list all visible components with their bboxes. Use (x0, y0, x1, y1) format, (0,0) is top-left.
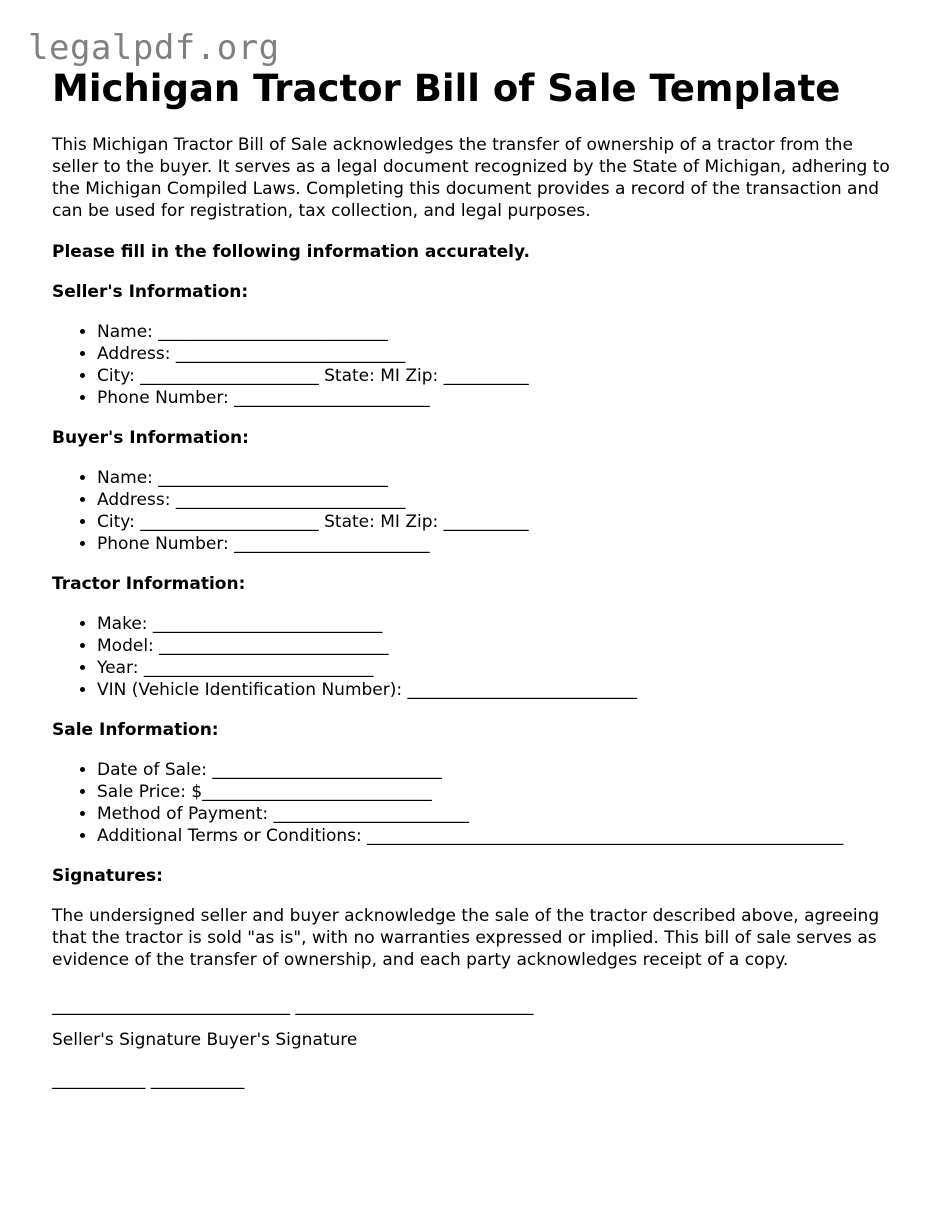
signature-labels: Seller's Signature Buyer's Signature (52, 1030, 358, 1050)
intro-paragraph: This Michigan Tractor Bill of Sale acknowledges the transfer of ownership of a tractor from the seller to the buyer. It serves as a legal document recognized by the State of Michigan, adhering to the Michigan Compiled Laws. Completing this document provides a record of the transaction and can be used for registration, tax collection, and legal purposes. (52, 135, 890, 221)
seller-heading: Seller's Information: (52, 282, 249, 302)
tractor-make-field[interactable]: • Make: ___________________________ (97, 613, 892, 635)
seller-list (52, 321, 892, 409)
signatures-heading: Signatures: (52, 866, 163, 886)
seller-name-field[interactable]: • Name: ___________________________ (97, 321, 892, 343)
buyer-list (52, 467, 892, 555)
tractor-vin-field[interactable]: • VIN (Vehicle Identification Number): ___________________________ (97, 679, 892, 701)
sale-date-field[interactable]: • Date of Sale: ___________________________ (97, 759, 892, 781)
buyer-heading: Buyer's Information: (52, 428, 249, 448)
buyer-address-field[interactable]: • Address: ___________________________ (97, 489, 892, 511)
seller-city-state-zip-field[interactable]: • City: _____________________ State: MI Zip: __________ (97, 365, 892, 387)
seller-address-field[interactable]: • Address: ___________________________ (97, 343, 892, 365)
tractor-year-field[interactable]: • Year: ___________________________ (97, 657, 892, 679)
signatures-paragraph: The undersigned seller and buyer acknowledge the sale of the tractor described above, agreeing that the tractor is sold "as is", with no warranties expressed or implied. This bill of sale serves as evidence of the transfer of ownership, and each party acknowledges receipt of a copy. (52, 906, 880, 970)
tractor-model-field[interactable]: • Model: ___________________________ (97, 635, 892, 657)
document-page (52, 68, 892, 1091)
instruction-text: Please fill in the following information accurately. (52, 242, 530, 262)
tractor-heading: Tractor Information: (52, 574, 246, 594)
sale-heading: Sale Information: (52, 720, 219, 740)
date-lines[interactable]: ___________ ___________ (52, 1070, 245, 1090)
watermark: legalpdf.org (28, 28, 280, 68)
buyer-city-state-zip-field[interactable]: • City: _____________________ State: MI Zip: __________ (97, 511, 892, 533)
sale-price-field[interactable]: • Sale Price: $___________________________ (97, 781, 892, 803)
buyer-phone-field[interactable]: • Phone Number: _______________________ (97, 533, 892, 555)
tractor-list (52, 613, 892, 701)
buyer-name-field[interactable]: • Name: ___________________________ (97, 467, 892, 489)
payment-method-field[interactable]: • Method of Payment: _______________________ (97, 803, 892, 825)
seller-phone-field[interactable]: • Phone Number: _______________________ (97, 387, 892, 409)
signature-lines[interactable]: ____________________________ ____________________________ (52, 996, 534, 1016)
page-title: Michigan Tractor Bill of Sale Template (52, 67, 841, 110)
additional-terms-field[interactable]: • Additional Terms or Conditions: ________________________________________________________ (97, 825, 892, 847)
sale-list (52, 759, 892, 847)
